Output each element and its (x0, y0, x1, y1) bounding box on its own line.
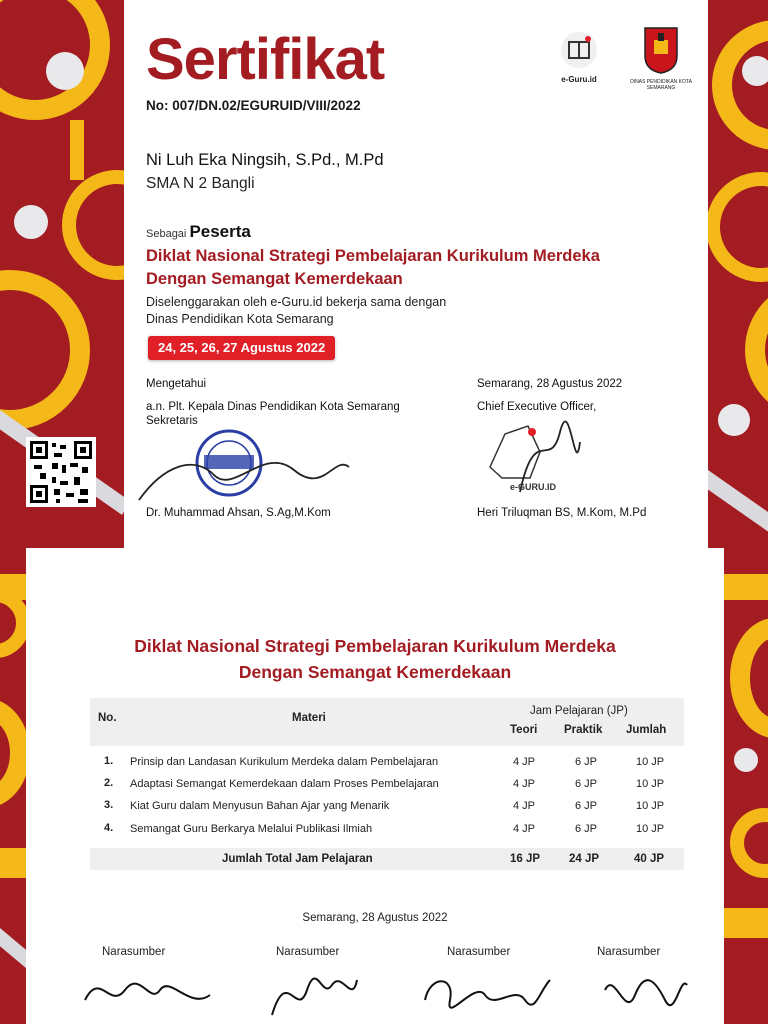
decor-ring (730, 618, 768, 738)
row-jumlah: 10 JP (636, 823, 665, 835)
header-materi: Materi (292, 712, 326, 724)
decor-strip (724, 908, 768, 938)
row-materi: Kiat Guru dalam Menyusun Bahan Ajar yang Menarik (130, 800, 390, 812)
organizer-line1: Diselenggarakan oleh e-Guru.id bekerja sama dengan (146, 295, 447, 309)
shield-icon (643, 26, 679, 74)
speaker-label: Narasumber (102, 946, 166, 958)
row-teori: 4 JP (513, 778, 536, 790)
role-prefix: Sebagai (146, 228, 187, 240)
event-title-line1: Diklat Nasional Strategi Pembelajaran Kurikulum Merdeka (146, 247, 600, 265)
decor-dot (718, 404, 750, 436)
total-label: Jumlah Total Jam Pelajaran (222, 853, 373, 865)
role: Peserta (189, 222, 251, 241)
row-jumlah: 10 JP (636, 756, 665, 768)
decor-dot (742, 56, 768, 86)
decor-ring (0, 270, 90, 430)
row-teori: 4 JP (513, 800, 536, 812)
left-signature-stamp (134, 425, 364, 505)
decor-strip (70, 120, 84, 180)
syllabus-title (26, 633, 724, 685)
left-sign-line1: a.n. Plt. Kepala Dinas Pendidikan Kota Semarang (146, 401, 400, 413)
right-sign-title: Chief Executive Officer, (477, 401, 597, 413)
row-no: 4. (104, 822, 114, 834)
event-title (146, 245, 600, 291)
decor-strip (699, 470, 768, 546)
right-sign-stamp-text: e-GURU.ID (510, 482, 557, 492)
row-materi: Prinsip dan Landasan Kurikulum Merdeka dalam Pembelajaran (130, 756, 439, 768)
certificate-back (0, 548, 768, 1024)
speaker-label: Narasumber (447, 946, 511, 958)
row-praktik: 6 JP (575, 778, 598, 790)
recipient-school: SMA N 2 Bangli (146, 175, 255, 192)
left-sign-name: Dr. Muhammad Ahsan, S.Ag,M.Kom (146, 507, 331, 519)
organizer-line2: Dinas Pendidikan Kota Semarang (146, 312, 334, 326)
left-sign-heading: Mengetahui (146, 378, 207, 390)
syllabus-title-line1: Diklat Nasional Strategi Pembelajaran Kurikulum Merdeka (134, 636, 616, 656)
role-line (146, 222, 251, 242)
decor-dot (734, 748, 758, 772)
row-praktik: 6 JP (575, 756, 598, 768)
header-praktik: Praktik (564, 724, 603, 736)
eguru-logo-label: e-Guru.id (561, 75, 597, 84)
row-no: 1. (104, 755, 114, 767)
row-teori: 4 JP (513, 756, 536, 768)
event-dates-badge: 24, 25, 26, 27 Agustus 2022 (148, 336, 335, 360)
header-jp: Jam Pelajaran (JP) (530, 705, 628, 717)
event-title-line2: Dengan Semangat Kemerdekaan (146, 270, 403, 288)
row-materi: Semangat Guru Berkarya Melalui Publikasi Ilmiah (130, 823, 373, 835)
decor-dot (46, 52, 84, 90)
right-sign-place-date: Semarang, 28 Agustus 2022 (477, 378, 623, 390)
eguru-logo (554, 30, 604, 90)
row-no: 2. (104, 777, 114, 789)
book-icon (559, 30, 599, 70)
organizer (146, 294, 446, 328)
dinas-logo (626, 26, 696, 96)
decor-ring (706, 172, 768, 282)
recipient-name: Ni Luh Eka Ningsih, S.Pd., M.Pd (146, 151, 384, 169)
header-teori: Teori (510, 724, 538, 736)
right-sign-name: Heri Triluqman BS, M.Kom, M.Pd (477, 507, 647, 519)
total-teori: 16 JP (510, 853, 541, 865)
row-no: 3. (104, 799, 114, 811)
row-jumlah: 10 JP (636, 778, 665, 790)
total-jumlah: 40 JP (634, 853, 665, 865)
header-jumlah: Jumlah (626, 724, 667, 736)
row-jumlah: 10 JP (636, 800, 665, 812)
decor-dot (14, 205, 48, 239)
certificate-number: No: 007/DN.02/EGURUID/VIII/2022 (146, 98, 361, 113)
speaker-label: Narasumber (597, 946, 661, 958)
qr-code (26, 437, 96, 507)
decor-ring (730, 808, 768, 878)
decor-strip (724, 574, 768, 600)
speaker-signature (415, 960, 555, 1024)
decor-strip (0, 848, 26, 878)
speaker-signature (80, 960, 220, 1024)
syllabus-title-line2: Dengan Semangat Kemerdekaan (238, 662, 512, 682)
total-praktik: 24 JP (569, 853, 600, 865)
speaker-signature (262, 960, 372, 1024)
dinas-logo-label: DINAS PENDIDIKAN KOTA SEMARANG (630, 79, 692, 91)
syllabus-place-date: Semarang, 28 Agustus 2022 (302, 912, 448, 924)
row-materi: Adaptasi Semangat Kemerdekaan dalam Proses Pembelajaran (130, 778, 439, 790)
header-no: No. (98, 712, 117, 724)
decor-ring (745, 280, 768, 420)
row-praktik: 6 JP (575, 800, 598, 812)
speaker-signature (595, 960, 695, 1024)
row-teori: 4 JP (513, 823, 536, 835)
speaker-label: Narasumber (276, 946, 340, 958)
left-sign-line2: Sekretaris (146, 415, 198, 427)
certificate-title: Sertifikat (146, 27, 385, 92)
row-praktik: 6 JP (575, 823, 598, 835)
